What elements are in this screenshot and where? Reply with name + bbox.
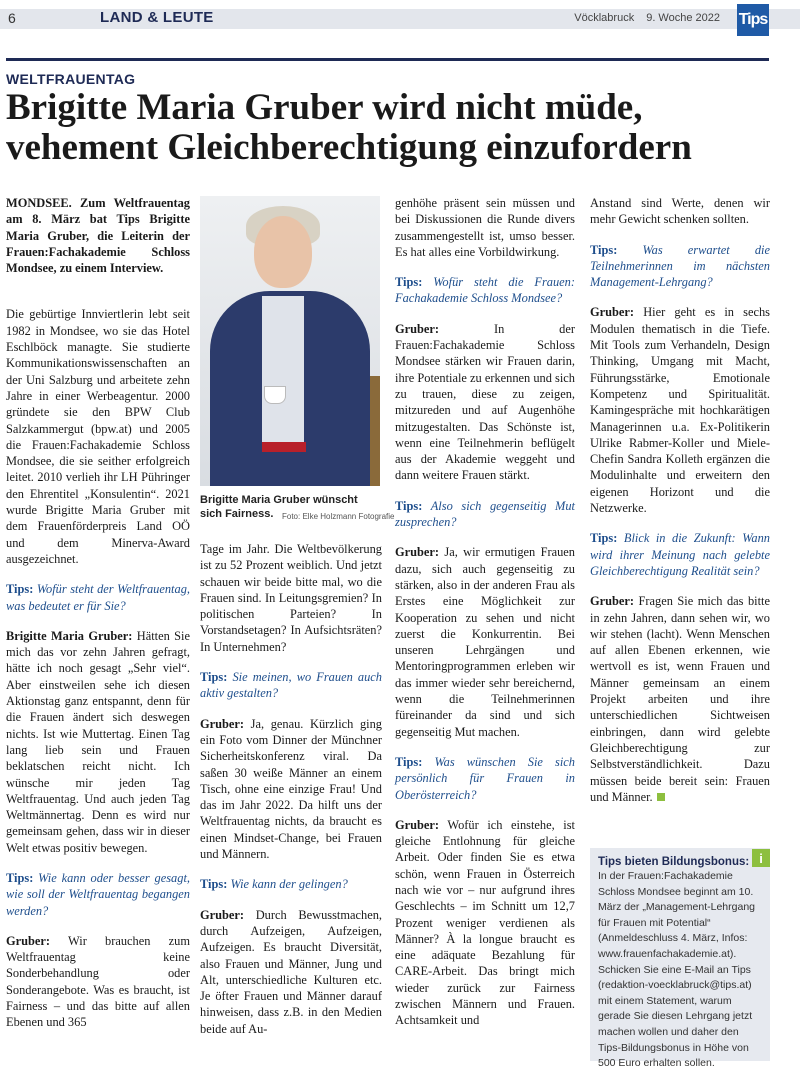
question-1: Tips: Wofür steht der Weltfrauentag, was bedeutet er für Sie? <box>6 582 190 613</box>
tips-logo[interactable]: Tips <box>737 4 769 36</box>
answer-2: Gruber: Wir brauchen zum Weltfrauentag keine Sonderbehandlung oder Sonderangebote. Was es braucht, ist Fairness – und das bitte auf allen Ebenen und 365 <box>6 933 190 1030</box>
answer-1: Brigitte Maria Gruber: Hätten Sie mich das vor zehn Jahren gefragt, hätte ich noch gesagt „Sehr viel“. Aber einstweilen sehe ich diesen Aktionstag ganz entspannt, denn für die Frauen ändert sich deswegen nichts. Ist wie Muttertag. Einen Tag lang lieb sein und Frauen beklatschen reicht nicht. Ich wünsche mir jeden Tag Weltfrauentag. Und auch jeden Tag Weltmännertag. Denn es wird nur gemeinsam gehen, dass wir in dieser Welt etwas positiv bewegen. <box>6 628 190 855</box>
lead-paragraph: MONDSEE. Zum Weltfrauentag am 8. März bat Tips Brigitte Maria Gruber, die Leiterin der Frauen:Fachakademie Schloss Mondsee, zu einem Interview. <box>6 196 190 276</box>
question-3: Tips: Sie meinen, wo Frauen auch aktiv gestalten? <box>200 670 382 701</box>
question-4: Tips: Wie kann der gelingen? <box>200 877 348 892</box>
column-3-text: genhöhe präsent sein müssen und bei Diskussionen die Runde divers zusammengestellt ist, umso besser. Es hat alles eine Vorbildwirkung. <box>395 196 575 259</box>
column-3 <box>395 195 575 1043</box>
question-9: Tips: Blick in die Zukunft: Wann wird ihrer Meinung nach gelebte Gleichberechtigung Realität sein? <box>590 531 770 578</box>
infobox-text: In der Frauen:Fachakademie Schloss Mondsee beginnt am 10. März der „Management-Lehrgang für Frauen mit Potential“ (Anmeldeschluss 4. März, Infos: www.frauenfachakademie.at). Schicken Sie eine E-Mail an Tips (redaktion-voecklabruck@tips.at) mit einem Statement, warum gerade Sie diesen Lehrgang jetzt machen wollen und daher den Tips-Bildungsbonus in Höhe von 500 Euro erhalten sollen. <box>598 870 755 1070</box>
portrait-photo <box>200 196 380 486</box>
question-7: Tips: Was wünschen Sie sich persönlich für Frauen in Oberösterreich? <box>395 754 575 802</box>
answer-3: Gruber: Ja, genau. Kürzlich ging ein Foto vom Dinner der Münchner Sicherheitskonferenz viral. Da saßen 30 weiße Männer an einem Tisch, ohne eine einzige Frau! Und das im Jahr 2022. Da hilft uns der Weltfrauentag nichts, da braucht es einen Mindset-Change, bei Frauen und Männern. <box>200 716 382 862</box>
issue-week: 9. Woche 2022 <box>646 12 720 24</box>
headline: Brigitte Maria Gruber wird nicht müde, vehement Gleichberechtigung einzufordern <box>6 87 692 168</box>
answer-9: Gruber: Fragen Sie mich das bitte in zehn Jahren, dann sehen wir, wo wir stehen (lacht). Wenn Menschen auf allen Ebenen erkennen, wie wertvoll es ist, wenn Frauen und Männer gemeinsam an einem Projekt arbeiten und ihre unterschiedlichen Sichtweisen einbringen, dann wird gelebte Gleichberechtigung zur Selbstverständlichkeit. Dazu müssen beide bereit sein: Frauen und Männer. <box>590 594 770 804</box>
answer-5: Gruber: In der Frauen:Fachakademie Schloss Mondsee stärken wir Frauen darin, ihre Potentiale zu erkennen und sich zu trauen, diese zu zeigen, mitzureden und auf Augenhöhe mitzugestalten. Das Schönste ist, wenn eine Teilnehmerin beflügelt aus der Akademie weggeht und dann weitere Frauen stärkt. <box>395 321 575 483</box>
answer-7: Gruber: Wofür ich einstehe, ist gleiche Entlohnung für gleiche Arbeit. Oder finden Sie es etwa schön, wenn Frauen in Österreich nach wie vor – nur aufgrund ihres Geschlechts – im Schnitt um 12,7 Prozent weniger verdienen als Männer? À la longue braucht es eine adäquate Bezahlung für CARE-Arbeit. Das bringt mich wieder zurück zur Fairness zwischen Männern und Frauen. Achtsamkeit und <box>395 817 576 1028</box>
end-mark <box>657 793 665 801</box>
column-4-text: Anstand sind Werte, denen wir mehr Gewicht schenken sollten. <box>590 196 770 227</box>
column-2 <box>200 541 382 1051</box>
answer-4: Gruber: Durch Bewusstmachen, durch Aufzeigen, Aufzeigen, Aufzeigen. Es braucht Diversität, also Frauen und Männer, Jung und Alt, unterschiedliche Kulturen etc. Je öfter Frauen und Männer darauf hinweisen, dass z.B. in den Medien beide auf Au- <box>200 907 382 1036</box>
photo-credit: Foto: Elke Holzmann Fotografie <box>282 512 395 521</box>
bildungsbonus-infobox <box>590 848 770 1070</box>
kicker: WELTFRAUENTAG <box>6 71 136 87</box>
question-8: Tips: Was erwartet die Teilnehmerinnen im nächsten Management-Lehrgang? <box>590 242 770 290</box>
infobox-title: Tips bieten Bildungsbonus: <box>598 856 750 868</box>
answer-6: Gruber: Ja, wir ermutigen Frauen dazu, sich auch gegenseitig zu stärken, also in der anderen Frau als Erstes eine Möglichkeit zur Kooperation zu sehen und nicht zuerst die Konkurrentin. Bei unseren Lehrgängen und Mentoringprogrammen erleben wir das immer wieder sehr bereichernd, wenn die Teilnehmerinnen füreinander da sind und sich gegenseitig Mut machen. <box>395 545 575 739</box>
issue-info <box>562 12 720 24</box>
info-icon: i <box>752 849 770 867</box>
section-title: LAND & LEUTE <box>100 9 214 26</box>
question-2: Tips: Wie kann oder besser gesagt, wie soll der Weltfrauentag begangen werden? <box>6 870 190 918</box>
column-2-text: Tage im Jahr. Die Weltbevölkerung ist zu 52 Prozent weiblich. Und jetzt schauen wir beide bitte mal, wo die Frauen sind. In Leitungsgremien? In politischen Parteien? In Vorstandsetagen? In Aufsichtsräten? In Unternehmen? <box>200 542 382 654</box>
header-rule <box>6 58 769 61</box>
column-4 <box>590 195 770 819</box>
page-number: 6 <box>8 10 16 26</box>
location: Vöcklabruck <box>574 12 635 24</box>
answer-8: Gruber: Hier geht es in sechs Modulen thematisch in die Tiefe. Mit Tools zum Verhandeln, Design Thinking, Umgang mit Macht, Führungsstärke, Emotionale Kompetenz und Spiritualität. Kamingespräche mit hochkarätigen Managerinnen u.a. Ex-Politikerin Ulrike Rabmer-Koller und Miele-Chefin Sandra Kolleth ergänzen die Modulinhalte und erweitern den eigenen Horizont und die Netzwerke. <box>590 305 770 516</box>
column-1 <box>6 195 190 1045</box>
photo-caption: Brigitte Maria Gruber wünscht sich Fairness. <box>200 494 358 520</box>
question-6: Tips: Also sich gegenseitig Mut zusprechen? <box>395 498 575 530</box>
bio-paragraph: Die gebürtige Innviertlerin lebt seit 1982 in Mondsee, wo sie das Hotel Eschlböck managte. Sie studierte Kommunikationswissenschaften an der Uni Salzburg und arbeitete zehn Jahre in einer Werbeagentur. 2000 gründete sie den BPW Club Salzkammergut (bpw.at) und 2005 die Frauen:Fachakademie Schloss Mondsee, die sie seither erfolgreich leitet. 2010 verlieh ihr LH Pühringer den Ehrentitel „Konsulentin“. 2021 wurde Brigitte Maria Gruber mit dem Frauenförderpreis Land OÖ und dem Minerva-Award ausgezeichnet. <box>6 307 190 566</box>
question-5: Tips: Wofür steht die Frauen: Fachakademie Schloss Mondsee? <box>395 275 575 306</box>
